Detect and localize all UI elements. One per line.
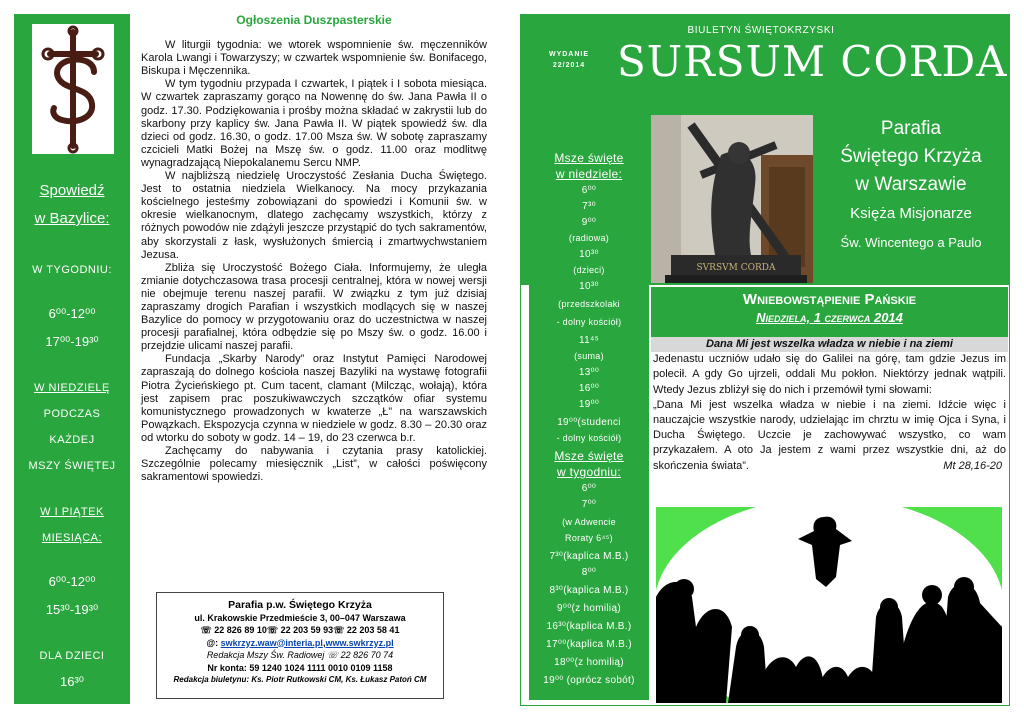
sunday-mass-heading-2: w niedziele: <box>555 167 623 181</box>
parish-info <box>816 115 1006 257</box>
ascension-silhouette-icon <box>656 507 1002 703</box>
announcement-paragraph: Zbliża się Uroczystość Bożego Ciała. Informujemy, że uległa zmianie dotychczasowa trasa procesji centralnej, która w nowej wersji nie obejmuje terenu naszej parafii. W związku z tym już dzisiaj zapraszamy drogich Parafian i wszystkich modlących się w naszej Bazylice do pomocy w przygotowaniu oraz do uczestnictwa w naszej procesji parafialnej, która odbędzie się po Mszy św. o godz. 16.00 i przejdzie ulicami naszej parafii. <box>141 261 487 353</box>
mass-time: 17⁰⁰(kaplica M.B.) <box>546 639 632 650</box>
email-sep: , <box>322 637 326 648</box>
sunday-line-4: MSZY ŚWIĘTEJ <box>28 460 116 472</box>
mass-time: 8³⁰(kaplica M.B.) <box>549 585 629 596</box>
sunday-line-2: PODCZAS <box>43 408 101 420</box>
mass-time: 8⁰⁰ <box>581 567 597 578</box>
mass-time: 19⁰⁰(studenci <box>557 417 621 428</box>
radio-contact: Redakcja Mszy Św. Radiowej ☏ 22 826 70 74 <box>206 650 394 660</box>
weekday-mass-heading-2: w tygodniu: <box>556 465 621 479</box>
mass-note: - dolny kościół) <box>556 317 622 327</box>
gospel-reference: Mt 28,16-20 <box>943 459 1002 472</box>
weekday-hours-2: 17⁰⁰-19³⁰ <box>45 334 99 349</box>
christ-with-cross-statue-icon <box>651 115 813 283</box>
bulletin-label: BIULETYN ŚWIĘTOKRZYSKI <box>687 25 835 36</box>
parish-logo <box>32 24 114 154</box>
mass-note: (dzieci) <box>573 265 605 275</box>
mass-time: 7³⁰(kaplica M.B.) <box>549 551 629 562</box>
feast-date: Niedziela, 1 czerwca 2014 <box>756 310 903 325</box>
friday-label-2: MIESIĄCA: <box>41 532 103 544</box>
email-prefix: @: <box>206 637 221 648</box>
contact-title: Parafia p.w. Świętego Krzyża <box>228 599 372 611</box>
mass-note: (suma) <box>574 351 604 361</box>
gospel-reading <box>651 337 1008 474</box>
bulletin-title: SURSUM CORDA <box>617 37 1008 86</box>
mass-note: (radiowa) <box>568 233 610 243</box>
mass-time: 7⁰⁰ <box>581 499 597 510</box>
gospel-quote: Dana Mi jest wszelka władza w niebie i na ziemi <box>651 337 1008 352</box>
sunday-label: W NIEDZIELĘ <box>34 382 110 394</box>
mass-time: 13⁰⁰ <box>578 367 600 378</box>
confession-sidebar <box>14 14 130 704</box>
friday-hours-1: 6⁰⁰-12⁰⁰ <box>48 574 96 589</box>
statue-photo <box>651 115 813 283</box>
mass-time: 19⁰⁰ (oprócz sobót) <box>543 675 635 686</box>
announcement-paragraph: W liturgii tygodnia: we wtorek wspomnienie św. męczenników Karola Lwangi i Towarzyszy; w czwartek wspomnienie św. Bonifacego, Biskupa i Męczennika. <box>141 39 487 78</box>
cross-s-emblem-icon <box>32 24 114 154</box>
mass-note: - dolny kościół) <box>556 433 622 443</box>
parish-line-3: w Warszawie <box>855 174 967 195</box>
mass-time: 9⁰⁰ <box>581 217 597 228</box>
mass-time: 10³⁰ <box>579 281 599 292</box>
mass-schedule <box>529 145 649 700</box>
mass-time: 6⁰⁰ <box>581 185 597 196</box>
feast-title: Wniebowstąpienie Pańskie <box>742 291 917 308</box>
mass-time: 16⁰⁰ <box>578 383 600 394</box>
gospel-text-2 <box>651 398 1008 474</box>
weekday-mass-heading: Msze święte <box>554 449 624 463</box>
announcement-paragraph: W najbliższą niedzielę Uroczystość Zesłania Ducha Świętego. Jest to ostatnia niedziela Wielkanocy. Na mocy przykazania kościelnego jesteśmy zobowiązani do spowiedzi i Komunii św. w okresie wielkanocnym, dlatego zachęcamy wszystkich, którzy z różnych powodów nie zdążyli jeszcze przystąpić do tych sakramentów, aby skorzystali z łask, wysłużonych śmiercią i zmartwychwstaniem Jezusa. <box>141 170 487 261</box>
friday-hours-2: 15³⁰-19³⁰ <box>45 602 99 617</box>
mass-time: 19⁰⁰ <box>578 399 600 410</box>
feast-banner <box>651 285 1008 337</box>
children-hours: 16³⁰ <box>59 674 84 689</box>
announcement-paragraph: Zachęcamy do nabywania i czytania prasy katolickiej. Szczególnie polecamy miesięcznik „List”, w całości poświęcony sakramentowi spowiedzi. <box>141 445 487 484</box>
mass-time: 11⁴⁵ <box>578 335 600 346</box>
bank-account: Nr konta: 59 1240 1024 1111 0010 0109 1158 <box>207 662 393 673</box>
editors: Redakcja biuletynu: Ks. Piotr Rutkowski CM, Ks. Łukasz Patoń CM <box>173 675 427 684</box>
mass-note: (przedszkolaki <box>558 299 620 309</box>
children-label: DLA DZIECI <box>39 650 105 662</box>
parish-line-1: Parafia <box>880 118 942 139</box>
edition-number: 22/2014 <box>552 62 586 69</box>
mass-time: 18⁰⁰(z homilią) <box>554 657 624 668</box>
contact-address: ul. Krakowskie Przedmieście 3, 00–047 Warszawa <box>194 612 406 623</box>
ascension-illustration <box>656 507 1002 703</box>
contact-box <box>156 592 444 699</box>
announcements <box>141 14 487 594</box>
sunday-mass-heading: Msze święte <box>554 151 624 165</box>
announcements-title: Ogłoszenia Duszpasterskie <box>236 13 392 27</box>
mass-time: 7³⁰ <box>582 201 596 212</box>
gospel-text-2-body: „Dana Mi jest wszelka władza w niebie i na ziemi. Idźcie więc i nauczajcie wszystkie narody, udzielając im chrztu w imię Ojca i Syna, i Ducha Świętego. Uczcie je zachowywać wszystko, co wam przykazałem. A oto Ja jestem z wami przez wszystkie dni, aż do skończenia świata”. <box>653 398 1006 472</box>
mass-time: 6⁰⁰ <box>581 483 597 494</box>
mass-time: 9⁰⁰(z homilią) <box>557 603 621 614</box>
weekday-hours-1: 6⁰⁰-12⁰⁰ <box>48 306 96 321</box>
friday-label: W I PIĄTEK <box>40 506 104 518</box>
announcement-paragraph: Fundacja „Skarby Narody” oraz Instytut Pamięci Narodowej zapraszają do dolnego kościoła naszej Bazyliki na wystawę fotografii Piotra Życieńskiego pt. Cum tacent, clamant (Milcząc, wołają), która jest zapisem prac poszukiwawczych szczątków ofiar systemu komunistycznego prowadzonych w kwaterze „Ł” na warszawskich Powązkach. Ekspozycja czynna w niedziele w godz. 8.30 – 20.30 oraz od wtorku do soboty w godz. 14 – 19, do 23 czerwca b.r. <box>141 353 487 444</box>
announcement-paragraph: W tym tygodniu przypada I czwartek, I piątek i I sobota miesiąca. W czwartek zapraszamy gorąco na Nowennę do św. Jana Pawła II o godz. 17.30. Podziękowania i prośby można składać w zakrystii lub do skarbony przy kaplicy św. Jana Pawła II. W piątek spowiedź św. dla dzieci od godz. 16.30, o godz. 17.00 Msza św. W sobotę zapraszamy czcicieli Matki Bożej na Mszę św. o godz. 11.00 oraz modlitwę wynagradzającą Niepokalanemu Sercu NMP. <box>141 78 487 169</box>
gospel-text: Jedenastu uczniów udało się do Galilei na górę, tam gdzie Jezus im polecił. A gdy Go ujrzeli, oddali Mu pokłon. Niektórzy jednak wątpili. Wtedy Jezus zbliżył się do nich i przemówił tymi słowami: <box>653 353 1006 396</box>
contact-web <box>157 637 443 650</box>
confession-heading-2: w Bazylice: <box>34 210 110 227</box>
contact-phones: ☏ 22 826 89 10☏ 22 203 59 93☏ 22 203 58 41 <box>200 625 400 635</box>
edition-label: WYDANIE <box>548 51 590 58</box>
mass-note: Roraty 6⁴⁵) <box>565 533 613 543</box>
email-link[interactable]: swkrzyz.waw@interia.pl <box>220 637 323 648</box>
mass-time: 16³⁰(kaplica M.B.) <box>546 621 632 632</box>
parish-line-2: Świętego Krzyża <box>840 146 982 167</box>
website-link[interactable]: www.swkrzyz.pl <box>325 637 394 648</box>
parish-line-4: Księża Misjonarze <box>850 205 972 222</box>
mass-note: (w Adwencie <box>562 517 616 527</box>
mass-time: 10³⁰ <box>579 249 599 260</box>
statue-inscription: SVRSVM CORDA <box>696 263 776 273</box>
confession-heading: Spowiedź <box>39 182 105 199</box>
parish-line-5: Św. Wincentego a Paulo <box>840 235 982 250</box>
front-page <box>520 14 1010 706</box>
weekdays-label: W TYGODNIU: <box>32 264 112 276</box>
sunday-line-3: KAŻDEJ <box>49 434 95 446</box>
